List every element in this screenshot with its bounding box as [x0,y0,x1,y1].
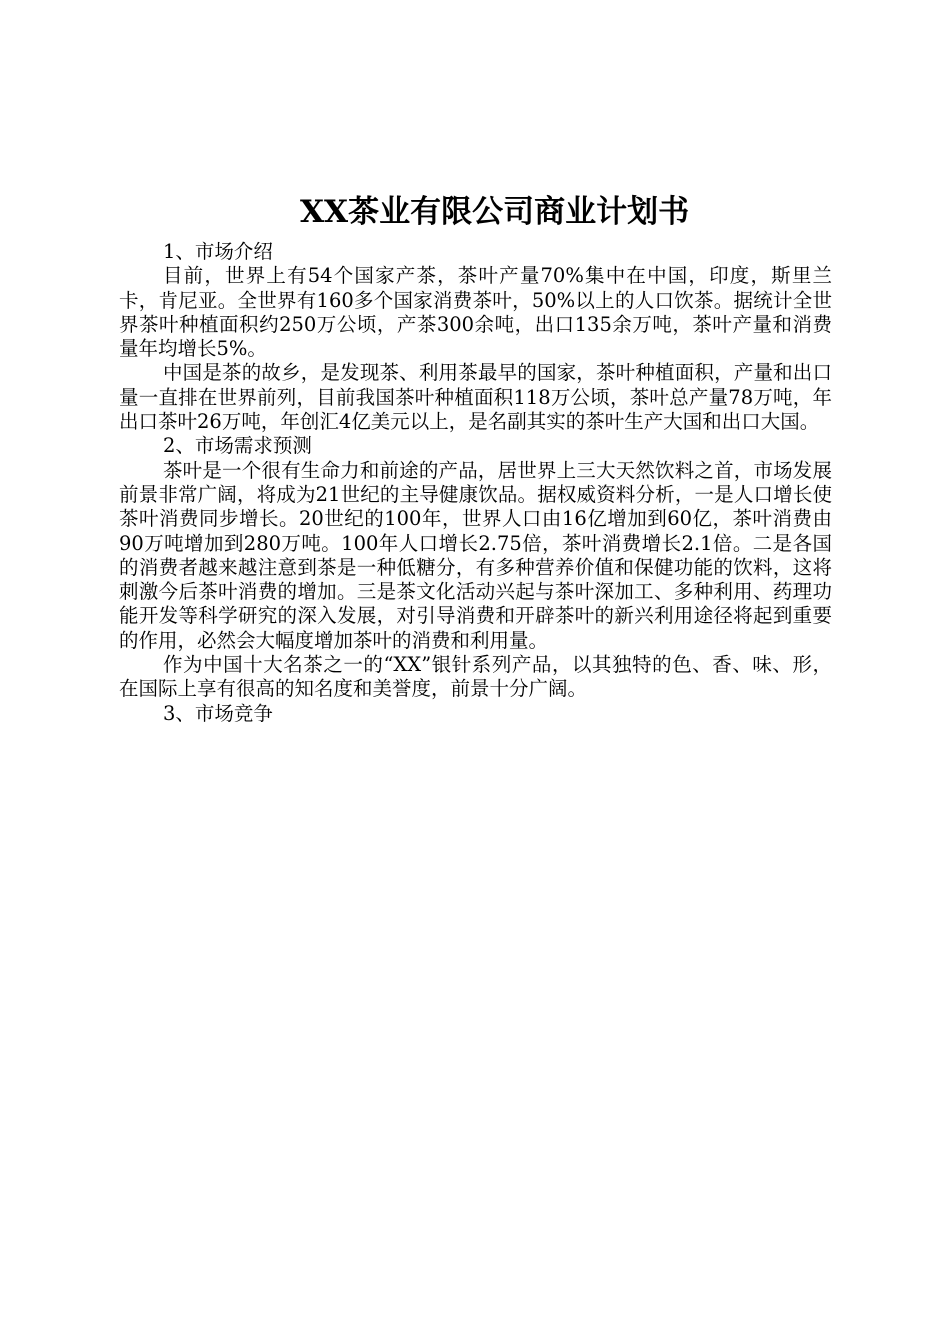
section-heading-demand-forecast: 2、市场需求预测 [163,434,312,458]
paragraph-market-intro-1: 目前，世界上有54个国家产茶，茶叶产量70%集中在中国，印度，斯里兰卡，肯尼亚。全世界有160多个国家消费茶叶，50%以上的人口饮茶。据统计全世界茶叶种植面积约250万公顷，产茶300余吨，出口135余万吨，茶叶产量和消费量年均增长5%。 [119,264,832,361]
paragraph-demand-forecast-1: 茶叶是一个很有生命力和前途的产品，居世界上三大天然饮料之首，市场发展前景非常广阔，将成为21世纪的主导健康饮品。据权威资料分析，一是人口增长使茶叶消费同步增长。20世纪的100年，世界人口由16亿增加到60亿，茶叶消费由90万吨增加到280万吨。100年人口增长2.75倍，茶叶消费增长2.1倍。二是各国的消费者越来越注意到茶是一种低糖分，有多种营养价值和保健功能的饮料，这将刺激今后茶叶消费的增加。三是茶文化活动兴起与茶叶深加工、多种利用、药理功能开发等科学研究的深入发展，对引导消费和开辟茶叶的新兴利用途径将起到重要的作用，必然会大幅度增加茶叶的消费和利用量。 [119,458,832,652]
document-title: XX茶业有限公司商业计划书 [300,194,690,230]
paragraph-demand-forecast-2: 作为中国十大名茶之一的“XX”银针系列产品，以其独特的色、香、味、形，在国际上享有很高的知名度和美誉度，前景十分广阔。 [119,653,832,701]
paragraph-market-intro-2: 中国是茶的故乡，是发现茶、利用茶最早的国家，茶叶种植面积，产量和出口量一直排在世界前列，目前我国茶叶种植面积118万公顷，茶叶总产量78万吨，年出口茶叶26万吨，年创汇4亿美元以上，是名副其实的茶叶生产大国和出口大国。 [119,361,832,434]
section-heading-market-intro: 1、市场介绍 [163,240,273,263]
document-body [119,190,832,726]
section-heading-market-competition: 3、市场竞争 [163,701,273,725]
